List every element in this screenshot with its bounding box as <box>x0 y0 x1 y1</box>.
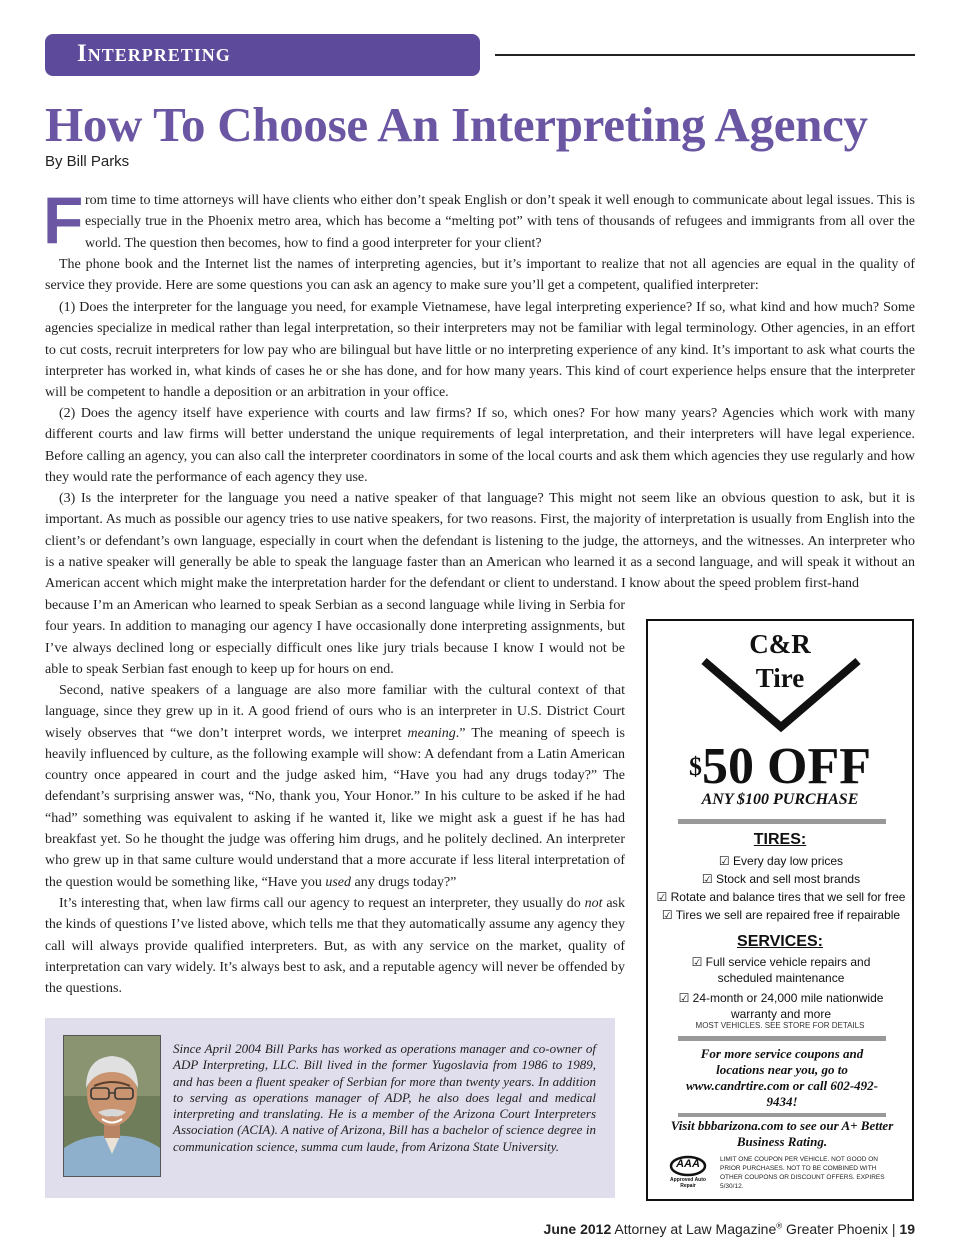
paragraph-text: Second, native speakers of a language are also more familiar with the cultural context of that language, since they grew up in it. A good friend of ours who is an interpreter in U.S. District Court wisely observes that “we don’t interpret words, we interpret <box>45 683 625 741</box>
list-item-label: Full service vehicle repairs and scheduled maintenance <box>705 955 871 985</box>
tires-heading: TIRES: <box>753 831 807 848</box>
emphasis: meaning <box>407 725 456 741</box>
paragraph-text: (1) Does the interpreter for the language you need, for example Vietnamese, have legal interpreting experience? If so, what kind and how much? Some agencies specialize in medical rather than legal interpretation, so their interpreters may not be familiar with legal terminology. Other agencies, in an effort to cut costs, recruit interpreters for low pay who are bilingual but have little or no interpreting experience of any kind. It’s important to ask what courts the interpreter has worked in, what kinds of cases he or she has done, and for how many years. This kind of court experience helps ensure that the interpreter will be competent to handle a deposition or an arbitration in your office. <box>45 300 915 401</box>
checkbox-icon: ☑ <box>701 872 716 886</box>
tire-advertisement <box>646 619 914 1201</box>
offer-main: 50 OFF <box>702 738 871 795</box>
footer-magazine: Attorney at Law Magazine <box>611 1221 777 1237</box>
paragraph-3 <box>45 297 915 403</box>
list-item-label: Tires we sell are repaired free if repairable <box>675 908 901 922</box>
ad-brand-line1: C&R <box>749 629 811 659</box>
paragraph-text: any drugs today?” <box>351 874 457 890</box>
ad-divider-2 <box>678 1036 886 1041</box>
paragraph-intro <box>85 190 915 254</box>
footer-date: June 2012 <box>543 1221 612 1237</box>
paragraph-text: rom time to time attorneys will have clients who either don’t speak English or don’t speak it well enough to communicate about legal issues. This is especially true in the Phoenix metro area, which has become a “melting pot” with tens of thousands of refugees and immigrants from all over the world. The question then becomes, how to find a good interpreter for your client? <box>85 193 915 251</box>
paragraph-2 <box>45 254 915 297</box>
paragraph-5-continued <box>45 595 625 680</box>
paragraph-text: It’s interesting that, when law firms call our agency to request an interpreter, they usually do <box>59 896 585 911</box>
page-number: 19 <box>899 1221 915 1237</box>
paragraph-text: (3) Is the interpreter for the language you need a native speaker of that language? This might not seem like an obvious question to ask, but it is important. As much as possible our agency tries to use native speakers, for two reasons. First, the majority of interpretation is usually from English into the client’s or defendant’s own language, especially in court when the defendant is listening to the judge, the attorneys, and the witnesses. An interpreter who is a native speaker will generally be able to speak the language faster than an American who learned it as a second language, and will speak it without an American accent which might make the interpretation harder for the defendant or client to understand. I know about the speed problem first-hand <box>45 491 915 592</box>
paragraph-text: ask the kinds of questions I’ve listed above, which tells me that they automatically assume any agency they call will always provide qualified interpreters. But, as with any service on the market, quality of interpretation can vary widely. It’s always best to ask, and a reputable agency will never be offended by the questions. <box>45 896 626 997</box>
section-tab <box>45 34 480 76</box>
checkbox-icon: ☑ <box>656 890 671 904</box>
list-item <box>676 954 886 986</box>
paragraph-text: The phone book and the Internet list the names of interpreting agencies, but it’s important to realize that not all agencies are equal in the quality of service they provide. Here are some questions you can ask an agency to make sure you’ll get a competent, qualified interpreter: <box>45 257 915 294</box>
author-bio-text: Since April 2004 Bill Parks has worked as operations manager and co-owner of ADP Interpreting, LLC. Bill lived in the former Yugoslavia from 1986 to 1989, and has been a fluent speaker of Serbian for more than twenty years. In addition to serving as operations manager of ADP, he also does legal and medical interpreting and translating. He is a member of the Arizona Court Interpreters Association (ACIA). A native of Arizona, Bill has a bachelor of science degree in communication science, summa cum laude, from Arizona State University. <box>173 1041 596 1154</box>
emphasis: used <box>325 874 352 890</box>
list-item <box>656 870 906 888</box>
list-item <box>656 888 906 906</box>
aaa-logo <box>668 1155 708 1189</box>
emphasis: not <box>584 896 603 911</box>
checkbox-icon: ☑ <box>691 955 706 969</box>
offer-amount <box>648 739 912 795</box>
paragraph-6 <box>45 680 625 893</box>
checkbox-icon: ☑ <box>661 908 676 922</box>
header-rule <box>495 54 915 56</box>
checkbox-icon: ☑ <box>718 854 734 868</box>
registered-mark: ® <box>776 1221 783 1231</box>
aaa-caption: Approved Auto Repair <box>670 1177 706 1189</box>
ad-divider <box>678 819 886 824</box>
services-heading: SERVICES: <box>737 933 823 950</box>
list-item-label: Every day low prices <box>733 854 844 868</box>
author-portrait-icon <box>64 1036 160 1176</box>
fine-print: LIMIT ONE COUPON PER VEHICLE. NOT GOOD ON PRIOR PURCHASES. NOT TO BE COMBINED WITH OTHER COUPONS OR DISCOUNT OFFERS. EXPIRES 5/30/12. <box>720 1156 885 1190</box>
bbb-text: Visit bbbarizona.com to see our A+ Better Business Rating. <box>670 1118 894 1149</box>
tires-list <box>656 852 906 924</box>
dollar-sign: $ <box>689 752 702 781</box>
ad-brand-line2: Tire <box>755 663 805 693</box>
byline: By Bill Parks <box>45 153 130 170</box>
offer-subtext: ANY $100 PURCHASE <box>701 791 859 808</box>
coupon-text: For more service coupons and locations near you, go to www.candrtire.com or call 602-492-9434! <box>686 1046 878 1109</box>
author-bio-box <box>45 1018 615 1198</box>
paragraph-text: .” The meaning of speech is heavily influenced by culture, as the following example will show: A defendant from a Latin American country once appeared in court and the judge asked him, “Have you had any drugs today?” The defendant’s surprising answer was, “No, thank you, Your Honor.” In his culture to be asked if he had “had” something was equivalent to asking if he wanted it, like we might ask a guest if he has had breakfast yet. So he thought the judge was offering him drugs, and he politely declined. An interpreter who grew up in that same culture would understand that a more accurate if less literal interpretation of the question would be something like, “Have you <box>45 725 625 890</box>
list-item <box>656 852 906 870</box>
author-photo <box>63 1035 161 1177</box>
paragraph-text: because I’m an American who learned to speak Serbian as a second language while living in Serbia for four years. In addition to managing our agency I have occasionally done interpreting assignments, but I’ve always declined long or especially difficult ones like jury trials because I know I would not be able to speak Serbian fast enough to keep up for hours on end. <box>45 598 625 677</box>
ad-divider-3 <box>678 1113 886 1117</box>
drop-cap: F <box>43 183 84 257</box>
list-item-label: Stock and sell most brands <box>716 872 861 886</box>
article-title: How To Choose An Interpreting Agency <box>45 97 868 152</box>
list-item-label: Rotate and balance tires that we sell for free <box>670 890 906 904</box>
list-item <box>656 906 906 924</box>
list-item-label: 24-month or 24,000 mile nationwide warranty and more <box>692 991 884 1021</box>
paragraph-4 <box>45 403 915 488</box>
page-footer <box>544 1221 915 1237</box>
footer-edition: Greater Phoenix | <box>782 1221 900 1237</box>
aaa-logo-text: AAA <box>676 1158 700 1170</box>
chevron-logo-icon <box>700 655 862 733</box>
section-label: Interpreting <box>77 40 231 67</box>
services-note: MOST VEHICLES. SEE STORE FOR DETAILS <box>695 1021 865 1030</box>
paragraph-7 <box>45 893 625 999</box>
checkbox-icon: ☑ <box>678 991 693 1005</box>
list-item <box>676 990 886 1022</box>
services-list <box>676 954 886 1022</box>
paragraph-5 <box>45 488 915 594</box>
paragraph-text: (2) Does the agency itself have experience with courts and law firms? If so, which ones? For how many years? Agencies which work with many different courts and law firms will better understand the unique requirements of legal interpretation, and their interpreters will have legal experience. Before calling an agency, you can also call the interpreter coordinators in some of the local courts and ask them which agencies they use regularly and how they would rate the performance of each agency they use. <box>45 406 915 485</box>
